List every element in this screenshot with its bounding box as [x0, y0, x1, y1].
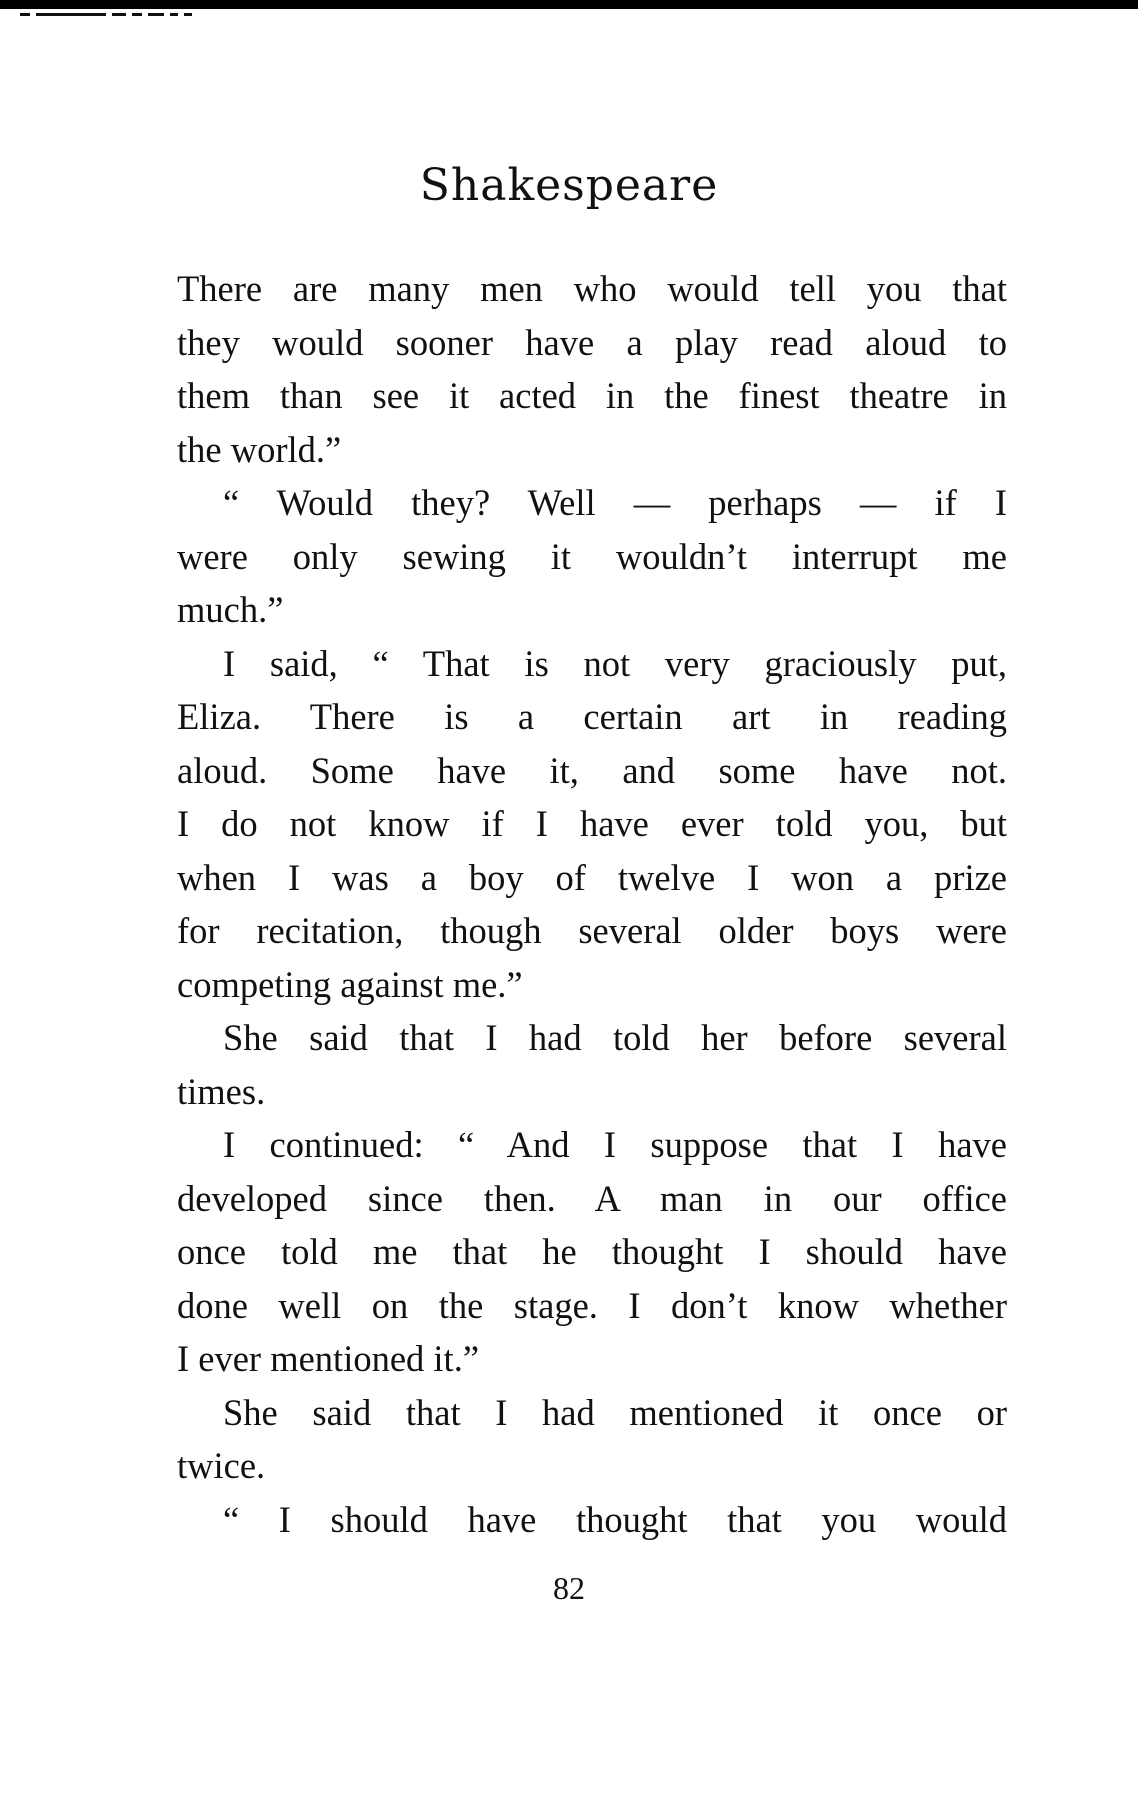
- text-line: times.: [177, 1070, 266, 1112]
- text-line: competing against me.”: [177, 963, 523, 1005]
- text-line: done well on the stage. I don’t know whether: [177, 1284, 1007, 1326]
- text-line: twice.: [177, 1445, 266, 1486]
- text-line: I do not know if I have ever told you, but: [177, 803, 1007, 844]
- text-line: them than see it acted in the finest theatre in: [177, 375, 1007, 416]
- text-line: aloud. Some have it, and some have not.: [177, 749, 1007, 791]
- text-line: “ Would they? Well — perhaps — if I: [223, 482, 1007, 523]
- text-line: “ I should have thought that you would: [223, 1498, 1007, 1540]
- text-line: I ever mentioned it.”: [177, 1338, 480, 1379]
- top-edge-rule: [0, 0, 1138, 9]
- text-line: when I was a boy of twelve I won a prize: [177, 856, 1007, 898]
- text-line: they would sooner have a play read aloud to: [177, 321, 1007, 363]
- top-edge-marks: [20, 13, 320, 17]
- text-line: the world.”: [177, 428, 342, 470]
- text-line: Eliza. There is a certain art in reading: [177, 696, 1007, 737]
- text-line: for recitation, though several older boys were: [177, 910, 1007, 951]
- body-text: [177, 262, 1007, 1546]
- text-line: much.”: [177, 589, 284, 630]
- text-line: I continued: “ And I suppose that I have: [223, 1124, 1007, 1165]
- text-line: were only sewing it wouldn’t interrupt me: [177, 535, 1007, 577]
- text-line: I said, “ That is not very graciously put,: [223, 642, 1007, 684]
- text-line: developed since then. A man in our office: [177, 1177, 1007, 1219]
- running-head: Shakespeare: [419, 160, 719, 211]
- text-line: She said that I had told her before several: [223, 1017, 1007, 1058]
- text-line: She said that I had mentioned it once or: [223, 1391, 1007, 1433]
- page-number: 82: [553, 1570, 585, 1606]
- text-line: once told me that he thought I should have: [177, 1231, 1007, 1272]
- text-line: There are many men who would tell you that: [177, 268, 1007, 309]
